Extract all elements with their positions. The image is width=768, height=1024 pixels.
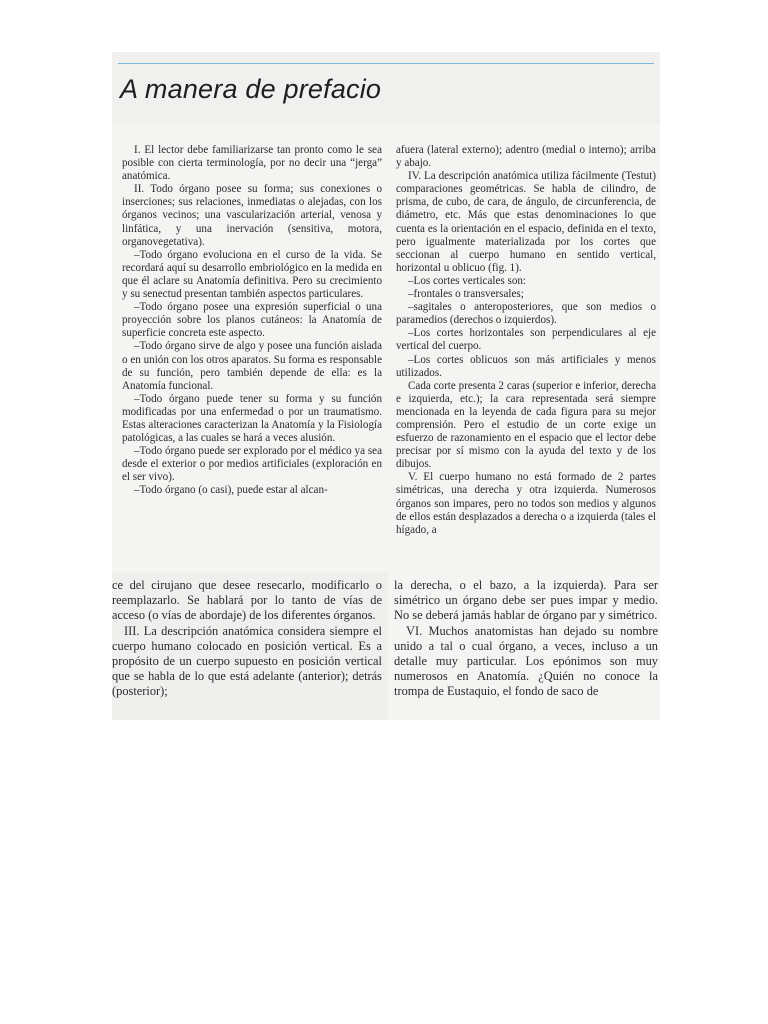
paragraph: VI. Muchos anatomistas han dejado su nombre unido a tal o cual órgano, a veces, incluso a un detalle muy particular. Los epónimos son muy numerosos en Anatomía. ¿Quién no conoce la trompa de Eustaquio, el fondo de saco de: [394, 623, 658, 699]
paragraph: afuera (lateral externo); adentro (medial o interno); arriba y abajo.: [396, 144, 656, 170]
paragraph: –sagitales o anteroposteriores, que son medios o paramedios (derechos o izquierdos).: [396, 301, 656, 327]
paragraph: –Todo órgano evoluciona en el curso de la vida. Se recordará aquí su desarrollo embriológico en la medida en que él aclare su Anatomía definitiva. Pero su crecimiento y su senectud presentan también aspectos particulares.: [122, 248, 382, 301]
paragraph: III. La descripción anatómica considera siempre el cuerpo humano colocado en posición vertical. Es a propósito de un cuerpo supuesto en posición vertical que se habla de lo que está adelante (anterior); detrás (posterior);: [112, 623, 382, 699]
text-column-left-upper: [122, 144, 382, 584]
paragraph: la derecha, o el bazo, a la izquierda). Para ser simétrico un órgano debe ser pues impar y medio. No se deberá jamás hablar de órgano par y simétrico.: [394, 578, 658, 623]
text-column-right-upper: [396, 144, 656, 584]
paragraph: II. Todo órgano posee su forma; sus conexiones o inserciones; sus relaciones, inmediatas o alejadas, con los órganos vecinos; una vascularización arterial, venosa y linfática, y una inervación (sensitiva, motora, organovegetativa).: [122, 183, 382, 248]
paragraph: –Todo órgano sirve de algo y posee una función aislada o en unión con los otros aparatos. Su forma es responsable de su función, pero también depende de ella: es la Anatomía funcional.: [122, 340, 382, 392]
text-column-left-lower: [112, 578, 382, 720]
paragraph: ce del cirujano que desee resecarlo, modificarlo o reemplazarlo. Se hablará por lo tanto de vías de acceso (o vías de abordaje) de los diferentes órganos.: [112, 578, 382, 623]
paragraph: –Todo órgano (o casi), puede estar al alcan-: [134, 484, 328, 497]
text-column-right-lower: [394, 578, 658, 720]
paragraph: IV. La descripción anatómica utiliza fácilmente (Testut) comparaciones geométricas. Se habla de cilindro, de prisma, de cubo, de cara, de ángulo, de circunferencia, de diámetro, etc. Más que estas denominaciones lo que cuenta es la orientación en el espacio, definida en el texto, pero igualmente materializada por los cortes que seccionan al cuerpo humano en sentido vertical, horizontal u oblicuo (fig. 1).: [396, 170, 656, 274]
paragraph: –Todo órgano puede ser explorado por el médico ya sea desde el exterior o por medios artificiales (exploración en el ser vivo).: [122, 445, 382, 484]
page-title: A manera de prefacio: [120, 74, 382, 104]
paragraph: I. El lector debe familiarizarse tan pronto como le sea posible con cierta terminología, por no decir una “jerga” anatómica.: [122, 144, 382, 183]
paragraph: –Los cortes horizontales son perpendiculares al eje vertical del cuerpo.: [396, 327, 656, 353]
paragraph: –Todo órgano posee una expresión superficial o una proyección sobre los planos cutáneos: la Anatomía de superficie concreta este aspecto.: [122, 301, 382, 340]
paragraph: –Los cortes oblicuos son más artificiales y menos utilizados.: [396, 353, 656, 379]
paragraph: Cada corte presenta 2 caras (superior e inferior, derecha e izquierda, etc.); la cara representada será siempre mencionada en la leyenda de cada figura para su mejor comprensión. Pero el estudio de un corte exige un esfuerzo de razonamiento en el espacio que el lector debe precisar por sí mismo con la ayuda del texto y de los dibujos.: [396, 379, 656, 471]
header-rule: [118, 63, 654, 64]
paragraph: –Todo órgano puede tener su forma y su función modificadas por una enfermedad o por un traumatismo. Estas alteraciones caracterizan la Anatomía y la Fisiología patológicas, a las cuales se hará a veces alusión.: [122, 392, 382, 445]
paragraph: V. El cuerpo humano no está formado de 2 partes simétricas, una derecha y otra izquierda. Numerosos órganos son impares, pero no todos son medios y algunos de ellos están desplazados a derecha o a izquierda (tales el hígado, a: [396, 471, 656, 536]
book-page: [112, 52, 660, 720]
paragraph: –frontales o transversales;: [408, 288, 524, 301]
paragraph: –Los cortes verticales son:: [408, 274, 526, 287]
